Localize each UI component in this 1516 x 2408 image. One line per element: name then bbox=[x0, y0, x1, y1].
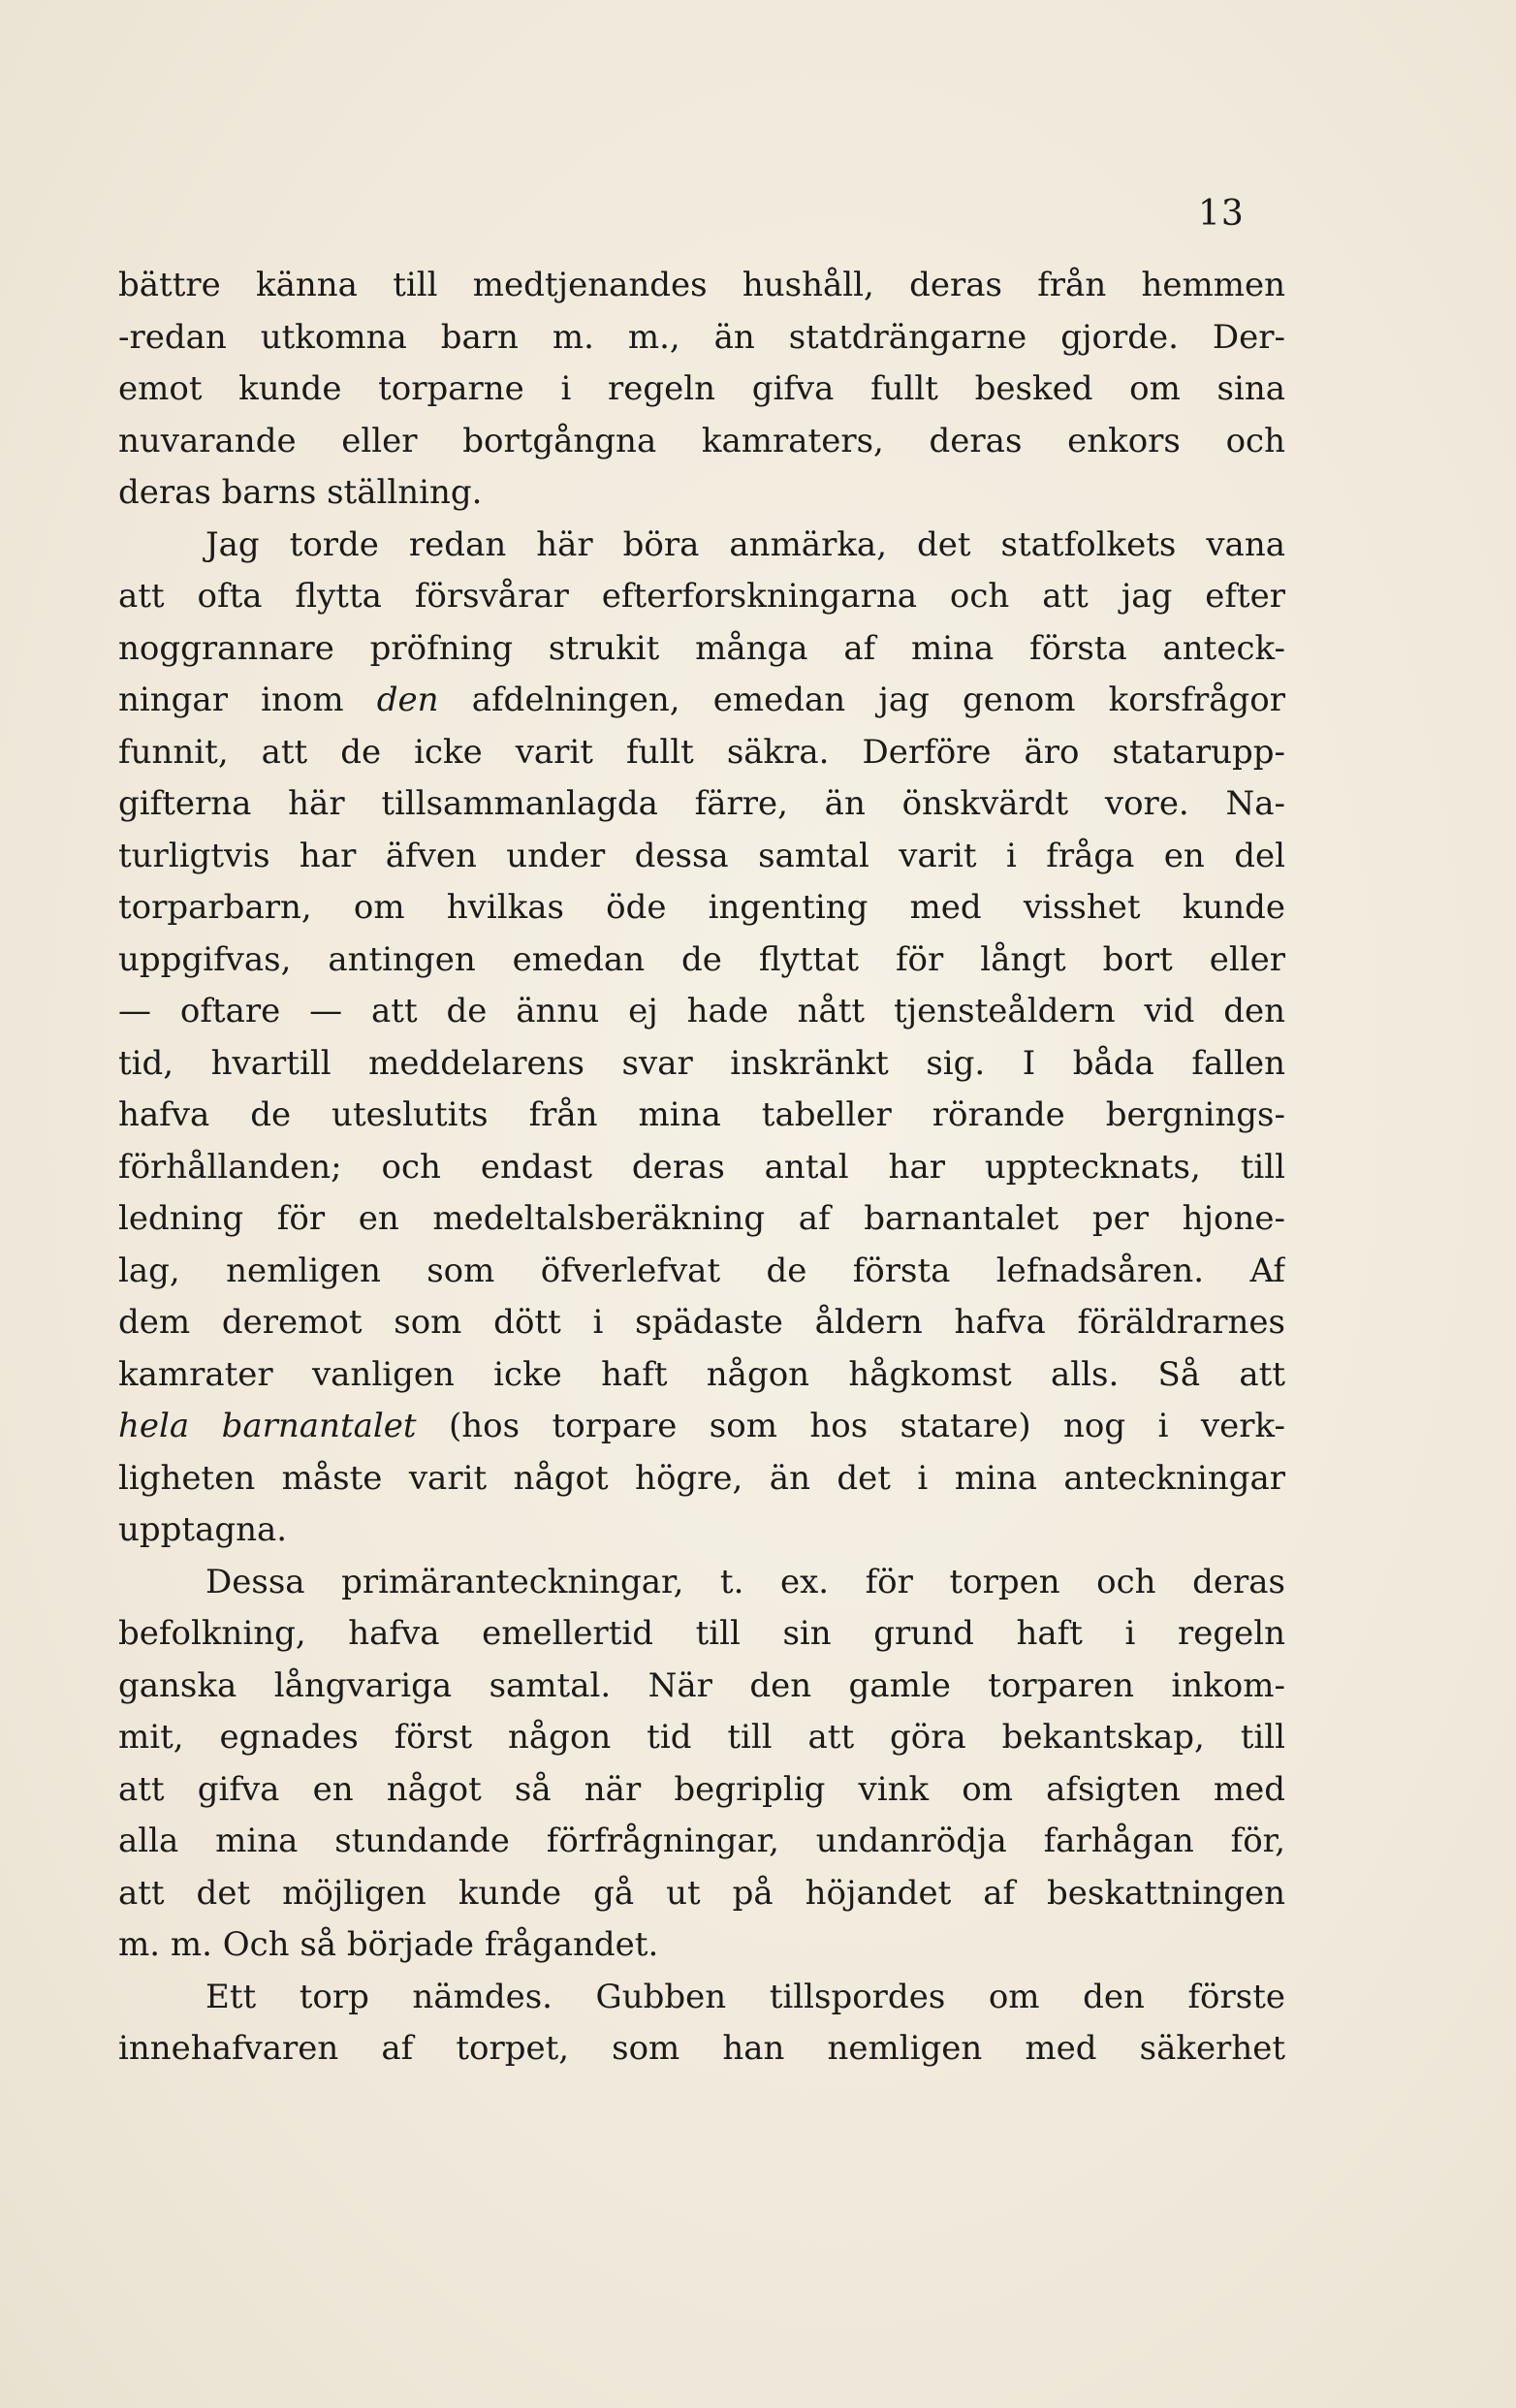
text-line: nuvarande eller bortgångna kamraters, deras enkors och bbox=[118, 421, 1285, 460]
body-text bbox=[118, 260, 1285, 2075]
text-segment: ningar inom bbox=[118, 681, 344, 719]
text-line: dem deremot som dött i spädaste åldern hafva föräldrarnes bbox=[118, 1303, 1285, 1342]
text-line: ganska långvariga samtal. När den gamle torparen inkom- bbox=[118, 1665, 1285, 1705]
text-line: upptagna. bbox=[118, 1510, 288, 1549]
text-line: -redan utkomna barn m. m., än statdrängarne gjorde. Der- bbox=[118, 317, 1285, 357]
text-line: Jag torde redan här böra anmärka, det statfolkets vana bbox=[205, 524, 1285, 564]
text-line: Ett torp nämdes. Gubben tillspordes om den förste bbox=[205, 1977, 1285, 2016]
italic-word: den bbox=[376, 681, 439, 719]
text-line: — oftare — att de ännu ej hade nått tjensteåldern vid den bbox=[118, 992, 1285, 1030]
text-line: noggrannare pröfning strukit många af mina första anteck- bbox=[118, 628, 1285, 668]
text-line: ligheten måste varit något högre, än det i mina anteckningar bbox=[118, 1458, 1285, 1498]
text-line-mixed bbox=[118, 675, 1285, 727]
text-segment: afdelningen, emedan jag genom korsfrågor bbox=[471, 681, 1285, 719]
text-line: ledning för en medeltalsberäkning af barnantalet per hjone- bbox=[118, 1199, 1285, 1238]
text-line: deras barns ställning. bbox=[118, 473, 483, 512]
text-line: turligtvis har äfven under dessa samtal varit i fråga en del bbox=[118, 836, 1285, 875]
text-line: bättre känna till medtjenandes hushåll, deras från hemmen bbox=[118, 266, 1285, 304]
text-line: torparbarn, om hvilkas öde ingenting med visshet kunde bbox=[118, 888, 1285, 927]
text-line: mit, egnades först någon tid till att göra bekantskap, till bbox=[118, 1718, 1285, 1757]
text-line: att gifva en något så när begriplig vink om afsigten med bbox=[118, 1769, 1285, 1809]
text-segment: (hos torpare som hos statare) nog i verk- bbox=[449, 1407, 1285, 1445]
text-line: innehafvaren af torpet, som han nemligen med säkerhet bbox=[118, 2029, 1285, 2068]
text-line-mixed bbox=[118, 1401, 1285, 1453]
text-line: emot kunde torparne i regeln gifva fullt besked om sina bbox=[118, 369, 1285, 408]
text-line: gifterna här tillsammanlagda färre, än önskvärdt vore. Na- bbox=[118, 784, 1285, 823]
text-line: hafva de uteslutits från mina tabeller rörande bergnings- bbox=[118, 1095, 1285, 1134]
text-line: lag, nemligen som öfverlefvat de första lefnadsåren. Af bbox=[118, 1251, 1285, 1290]
text-line: att ofta flytta försvårar efterforskningarna och att jag efter bbox=[118, 577, 1285, 616]
text-line: uppgifvas, antingen emedan de flyttat för långt bort eller bbox=[118, 939, 1285, 979]
italic-phrase: hela barnantalet bbox=[118, 1407, 417, 1445]
text-line: tid, hvartill meddelarens svar inskränkt sig. I båda fallen bbox=[118, 1043, 1285, 1083]
text-line: förhållanden; och endast deras antal har upptecknats, till bbox=[118, 1147, 1285, 1187]
page-number: 13 bbox=[1198, 194, 1245, 234]
text-line: alla mina stundande förfrågningar, undanrödja farhågan för, bbox=[118, 1822, 1285, 1860]
text-line: befolkning, hafva emellertid till sin grund haft i regeln bbox=[118, 1614, 1285, 1653]
text-line: Dessa primäranteckningar, t. ex. för torpen och deras bbox=[205, 1562, 1285, 1601]
text-line: kamrater vanligen icke haft någon hågkomst alls. Så att bbox=[118, 1354, 1285, 1394]
text-line: att det möjligen kunde gå ut på höjandet af beskattningen bbox=[118, 1873, 1285, 1913]
text-line: funnit, att de icke varit fullt säkra. Derföre äro statarupp- bbox=[118, 732, 1285, 772]
text-line: m. m. Och så började frågandet. bbox=[118, 1925, 659, 1964]
